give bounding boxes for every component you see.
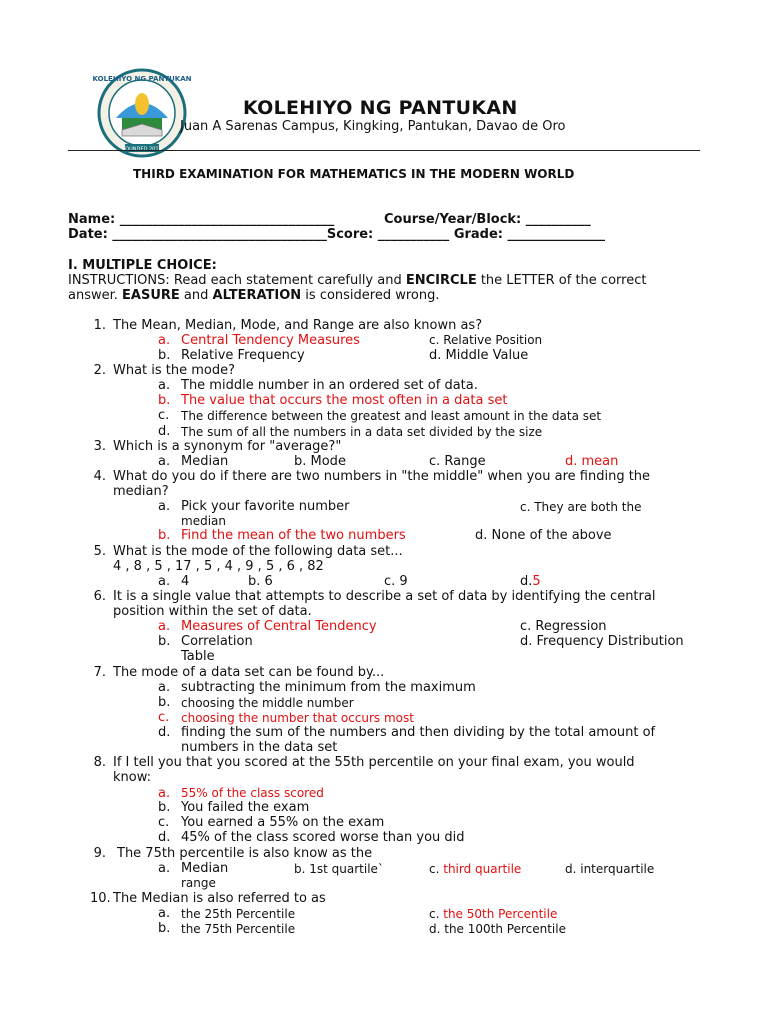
q2-option-c: The difference between the greatest and least amount in the data set (181, 409, 602, 423)
q10-option-b: the 75th Percentile (181, 922, 296, 936)
q9-option-c[interactable]: c. third quartile (429, 862, 522, 876)
q10-option-c[interactable]: c. the 50th Percentile (429, 907, 558, 921)
svg-text:KOLEHIYO NG PANTUKAN: KOLEHIYO NG PANTUKAN (92, 75, 192, 83)
q4-option-b: Find the mean of the two numbers (181, 528, 406, 543)
q7-option-b: choosing the middle number (181, 696, 354, 710)
college-seal-logo (92, 68, 192, 158)
q2-option-d: The sum of all the numbers in a data set divided by the size (181, 425, 543, 439)
option-letter[interactable]: b. (158, 348, 171, 363)
q2-option-b: The value that occurs the most often in a data set (181, 393, 508, 408)
q8-option-b: You failed the exam (181, 800, 310, 815)
instructions-line-2: answer. EASURE and ALTERATION is considered wrong. (68, 288, 440, 303)
q10-option-d[interactable]: d. the 100th Percentile (429, 922, 566, 936)
q10-option-a: the 25th Percentile (181, 907, 296, 921)
date-field-row (68, 227, 605, 242)
question-number: 6. (93, 589, 106, 604)
q3-option-b[interactable]: b. Mode (294, 454, 346, 469)
college-name: KOLEHIYO NG PANTUKAN (243, 97, 518, 119)
section-heading: I. MULTIPLE CHOICE: (68, 258, 217, 273)
option-letter[interactable]: a. (158, 574, 171, 589)
q4-option-d[interactable]: d. None of the above (475, 528, 612, 543)
q3-option-d[interactable]: d. mean (565, 454, 619, 469)
campus-address: Juan A Sarenas Campus, Kingking, Pantukan, Davao de Oro (180, 119, 566, 134)
q5-option-d[interactable]: d.5 (520, 574, 541, 589)
option-letter[interactable]: d. (158, 830, 171, 845)
question-number: 8. (93, 755, 106, 770)
q9-option-a: Median (181, 861, 229, 876)
q5-option-c[interactable]: c. 9 (384, 574, 408, 589)
q1-option-d[interactable]: d. Middle Value (429, 348, 529, 363)
question-6-text-line-1: It is a single value that attempts to describe a set of data by identifying the central (113, 589, 656, 604)
q1-option-c[interactable]: c. Relative Position (429, 333, 543, 347)
q1-option-b: Relative Frequency (181, 348, 305, 363)
option-letter[interactable]: d. (158, 424, 171, 439)
q4-option-a: Pick your favorite number (181, 499, 350, 514)
q8-option-d: 45% of the class scored worse than you did (181, 830, 465, 845)
option-letter[interactable]: a. (158, 499, 171, 514)
question-8-text-line-2: know: (113, 770, 152, 785)
option-letter[interactable]: c. (158, 710, 170, 725)
question-6-text-line-2: position within the set of data. (113, 604, 312, 619)
option-letter[interactable]: c. (158, 408, 170, 423)
question-4-text-line-2: median? (113, 484, 169, 499)
question-number: 9. (93, 846, 106, 861)
question-number: 5. (93, 544, 106, 559)
q8-option-c: You earned a 55% on the exam (181, 815, 385, 830)
exam-title: THIRD EXAMINATION FOR MATHEMATICS IN THE MODERN WORLD (133, 167, 575, 181)
question-number: 2. (93, 363, 106, 378)
option-letter[interactable]: b. (158, 634, 171, 649)
date-label: Date: (68, 227, 108, 242)
q3-option-a: Median (181, 454, 229, 469)
question-number: 3. (93, 439, 106, 454)
question-3-text: Which is a synonym for "average?" (113, 439, 342, 454)
date-line[interactable]: _________________________________ (112, 227, 327, 242)
course-field-row (384, 212, 591, 227)
q2-option-a: The middle number in an ordered set of data. (181, 378, 478, 393)
course-label: Course/Year/Block: (384, 212, 522, 227)
q6-option-c[interactable]: c. Regression (520, 619, 607, 634)
score-line[interactable]: ___________ (377, 227, 450, 242)
option-letter[interactable]: a. (158, 454, 171, 469)
option-letter[interactable]: a. (158, 786, 171, 801)
question-number: 1. (93, 318, 106, 333)
q7-option-d-line-2: numbers in the data set (181, 740, 338, 755)
option-letter[interactable]: d. (158, 725, 171, 740)
q7-option-a: subtracting the minimum from the maximum (181, 680, 476, 695)
instructions-line-1: INSTRUCTIONS: Read each statement carefully and ENCIRCLE the LETTER of the correct (68, 273, 647, 288)
grade-line[interactable]: _______________ (507, 227, 606, 242)
q6-option-a: Measures of Central Tendency (181, 619, 377, 634)
q4-option-c-continued: median (181, 514, 226, 528)
option-letter[interactable]: a. (158, 378, 171, 393)
score-label: Score: (326, 227, 374, 242)
q8-option-a: 55% of the class scored (181, 786, 324, 800)
q7-option-c: choosing the number that occurs most (181, 711, 414, 725)
q6-option-d-continued: Table (181, 649, 215, 664)
option-letter[interactable]: a. (158, 333, 171, 348)
question-4-text-line-1: What do you do if there are two numbers in "the middle" when you are finding the (113, 469, 651, 484)
q5-option-a: 4 (181, 574, 190, 589)
q7-option-d-line-1: finding the sum of the numbers and then dividing by the total amount of (181, 725, 656, 740)
question-1-text: The Mean, Median, Mode, and Range are also known as? (113, 318, 483, 333)
question-number: 7. (93, 665, 106, 680)
question-8-text-line-1: If I tell you that you scored at the 55th percentile on your final exam, you would (113, 755, 635, 770)
question-number: 4. (93, 469, 106, 484)
question-10-text: The Median is also referred to as (113, 891, 326, 906)
option-letter[interactable]: a. (158, 906, 171, 921)
q1-option-a: Central Tendency Measures (181, 333, 360, 348)
question-2-text: What is the mode? (113, 363, 236, 378)
option-letter[interactable]: b. (158, 695, 171, 710)
option-letter[interactable]: c. (158, 815, 170, 830)
question-5-text: What is the mode of the following data set... (113, 544, 403, 559)
q6-option-d[interactable]: d. Frequency Distribution (520, 634, 684, 649)
q4-option-c[interactable]: c. They are both the (520, 500, 642, 514)
svg-text:FOUNDED 2017: FOUNDED 2017 (122, 146, 162, 153)
option-letter[interactable]: a. (158, 619, 171, 634)
name-field-row (68, 212, 334, 227)
course-line[interactable]: __________ (525, 212, 591, 227)
option-letter[interactable]: b. (158, 800, 171, 815)
option-letter[interactable]: a. (158, 861, 171, 876)
option-letter[interactable]: b. (158, 528, 171, 543)
grade-label: Grade: (453, 227, 504, 242)
q3-option-c[interactable]: c. Range (429, 454, 486, 469)
name-line[interactable]: _________________________________ (119, 212, 335, 227)
header-divider (68, 150, 700, 151)
question-7-text: The mode of a data set can be found by... (113, 665, 385, 680)
q5-option-b[interactable]: b. 6 (248, 574, 273, 589)
q9-option-b[interactable]: b. 1st quartile` (294, 862, 384, 876)
q6-option-b: Correlation (181, 634, 253, 649)
q9-option-d-continued: range (181, 876, 216, 890)
question-5-data-set: 4 , 8 , 5 , 17 , 5 , 4 , 9 , 5 , 6 , 82 (113, 559, 324, 574)
option-letter[interactable]: b. (158, 921, 171, 936)
option-letter[interactable]: a. (158, 680, 171, 695)
question-9-text: The 75th percentile is also know as the (117, 846, 373, 861)
option-letter[interactable]: b. (158, 393, 171, 408)
q9-option-d[interactable]: d. interquartile (565, 862, 655, 876)
question-number: 10. (90, 891, 111, 906)
name-label: Name: (68, 212, 116, 227)
